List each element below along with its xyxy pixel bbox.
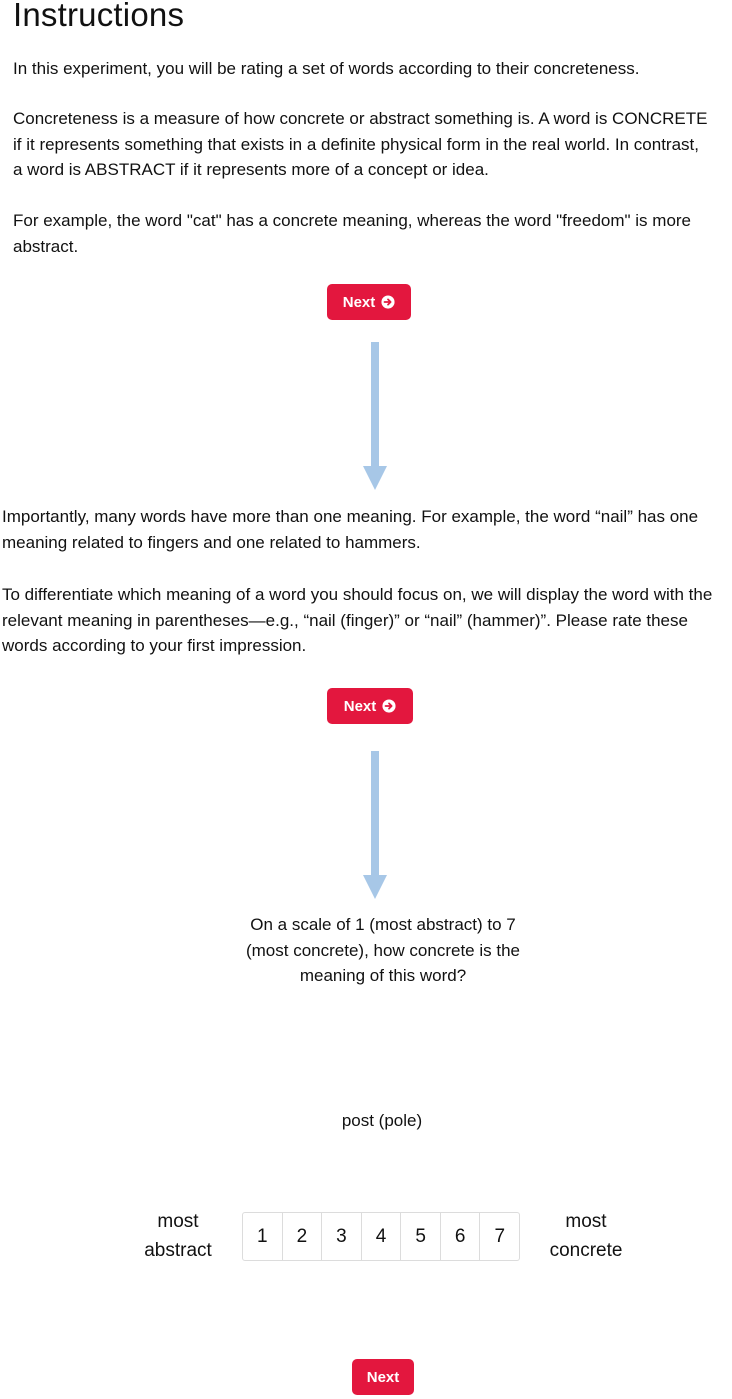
stimulus-word: post (pole)	[341, 1111, 423, 1130]
page-title: Instructions	[13, 0, 185, 33]
down-arrow-icon	[360, 751, 390, 899]
intro-paragraph-1: In this experiment, you will be rating a set of words according to their concreteness.	[13, 59, 640, 78]
intro-paragraph-2: Concreteness is a measure of how concrete or abstract something is. A word is CONCRETE if it represents something that exists in a definite physical form in the real world. In contrast, a word is ABSTRACT if it represents more of a concept or idea.	[13, 109, 708, 179]
scale-option-2[interactable]: 2	[283, 1213, 323, 1260]
rating-scale	[242, 1212, 520, 1261]
scale-right-anchor: most concrete	[549, 1211, 623, 1261]
scale-option-5[interactable]: 5	[401, 1213, 441, 1260]
arrow-circle-right-icon	[381, 295, 395, 309]
scale-option-6[interactable]: 6	[441, 1213, 481, 1260]
intro-paragraph-3: For example, the word "cat" has a concrete meaning, whereas the word "freedom" is more abstract.	[13, 211, 692, 256]
next-button-3[interactable]	[352, 1359, 414, 1395]
down-arrow-icon	[360, 342, 390, 490]
scale-left-anchor: most abstract	[144, 1211, 212, 1261]
meanings-paragraph-2: To differentiate which meaning of a word you should focus on, we will display the word with the relevant meaning in parentheses—e.g., “nail (finger)” or “nail” (hammer)”. Please rate these words according to your first impression.	[2, 585, 713, 655]
scale-option-7[interactable]: 7	[494, 1225, 506, 1247]
next-button-label: Next	[366, 1368, 400, 1386]
scale-option-4[interactable]: 4	[362, 1213, 402, 1260]
next-button-2[interactable]	[327, 688, 413, 724]
meanings-paragraph-1: Importantly, many words have more than one meaning. For example, the word “nail” has one meaning related to fingers and one related to hammers.	[2, 507, 699, 552]
arrow-circle-right-icon	[382, 699, 396, 713]
next-button-label: Next	[342, 293, 376, 311]
next-button-label: Next	[343, 697, 377, 715]
scale-option-1[interactable]: 1	[243, 1213, 283, 1260]
rating-question: On a scale of 1 (most abstract) to 7 (most concrete), how concrete is the meaning of this word?	[245, 915, 520, 985]
scale-option-3[interactable]: 3	[322, 1213, 362, 1260]
next-button-1[interactable]	[327, 284, 411, 320]
